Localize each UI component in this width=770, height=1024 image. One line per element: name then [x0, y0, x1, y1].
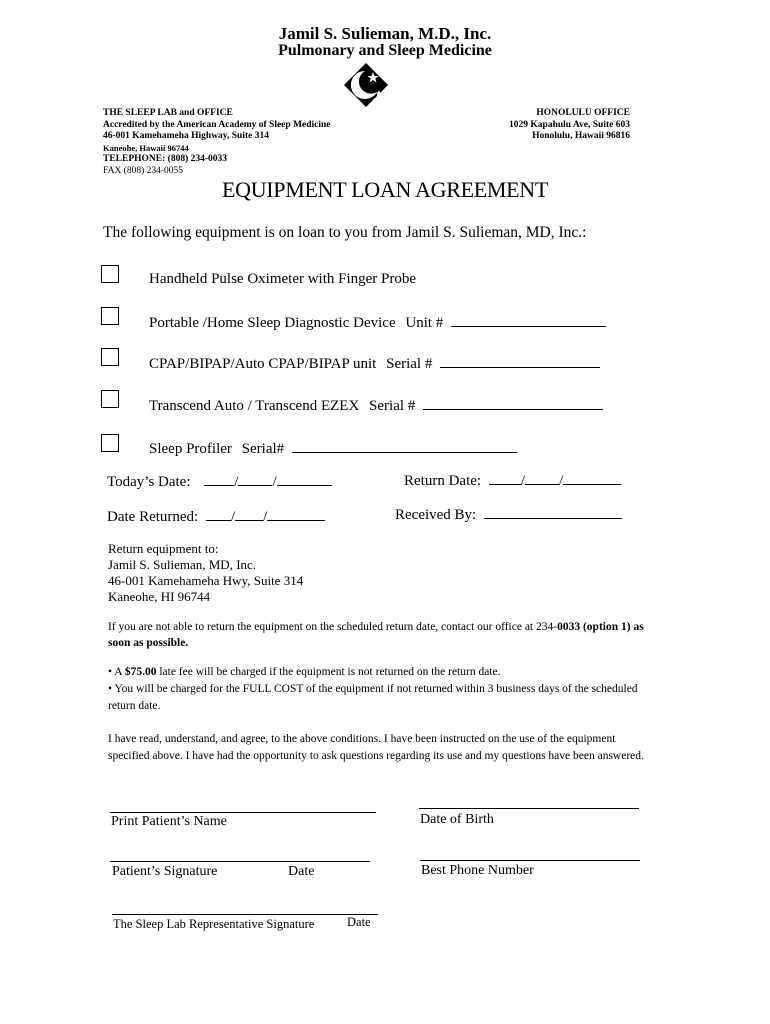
equipment-label: Handheld Pulse Oximeter with Finger Probe	[149, 271, 417, 287]
moon-stars-logo-icon	[343, 62, 389, 108]
equipment-label: CPAP/BIPAP/Auto CPAP/BIPAP unit	[149, 356, 377, 372]
equipment-item-cpap	[149, 353, 600, 373]
accreditation: Accredited by the American Academy of Sleep Medicine	[103, 119, 331, 130]
rep-date-label: Date	[347, 915, 371, 929]
return-heading: Return equipment to:	[108, 541, 219, 556]
phone-line[interactable]	[420, 860, 640, 861]
patient-signature-date-label: Date	[288, 864, 315, 879]
document-title: EQUIPMENT LOAN AGREEMENT	[221, 177, 549, 202]
date-slash: /	[230, 509, 236, 525]
rep-signature-line[interactable]	[112, 914, 378, 915]
bullet-icon: •	[108, 683, 113, 695]
serial-number-label: Serial #	[386, 356, 433, 372]
transcend-checkbox[interactable]	[101, 390, 119, 408]
todays-date-label: Today’s Date:	[107, 474, 191, 490]
late-fee-suffix: late fee will be charged if the equipment is not returned on the return date.	[156, 666, 501, 678]
honolulu-address1: 1029 Kapahulu Ave, Suite 603	[509, 119, 630, 130]
cpap-serial-field[interactable]	[440, 353, 600, 368]
notice-bold-text: 0033 (option 1) as soon as possible.	[108, 621, 644, 649]
return-date-row	[404, 470, 621, 490]
todays-date-year-field[interactable]	[277, 471, 332, 486]
sleep-profiler-checkbox[interactable]	[101, 434, 119, 452]
notice-text: If you are not able to return the equipment on the scheduled return date, contact our office at 234-	[108, 621, 558, 633]
date-slash: /	[234, 474, 239, 490]
honolulu-address2: Honolulu, Hawaii 96816	[532, 131, 630, 142]
honolulu-office-block	[509, 108, 630, 143]
equipment-item-sleep-profiler	[149, 438, 517, 458]
equipment-item-sleep-device	[149, 312, 606, 332]
sleep-device-checkbox[interactable]	[101, 307, 119, 325]
return-date-month-field[interactable]	[489, 470, 521, 485]
equipment-label: Portable /Home Sleep Diagnostic Device	[149, 315, 396, 331]
sleep-lab-telephone: TELEPHONE: (808) 234-0033	[103, 154, 228, 165]
sleep-lab-address1: 46-001 Kamehameha Highway, Suite 314	[103, 131, 269, 142]
equipment-item-transcend	[149, 395, 603, 415]
return-name: Jamil S. Sulieman, MD, Inc.	[108, 557, 257, 572]
bullet-icon: •	[108, 666, 113, 678]
rep-signature-label: The Sleep Lab Representative Signature	[113, 917, 315, 931]
patient-signature-label: Patient’s Signature	[112, 864, 218, 879]
received-by-field[interactable]	[484, 504, 622, 519]
received-by-row	[395, 504, 622, 524]
date-slash: /	[263, 509, 268, 525]
equipment-item-pulse-oximeter	[149, 271, 416, 288]
date-returned-year-field[interactable]	[267, 506, 325, 521]
date-slash: /	[272, 474, 277, 490]
patient-name-line[interactable]	[110, 812, 376, 813]
dob-line[interactable]	[419, 808, 639, 809]
sleep-lab-name: THE SLEEP LAB and OFFICE	[103, 108, 233, 118]
dob-label: Date of Birth	[420, 812, 494, 827]
date-returned-row	[107, 506, 325, 526]
agreement-statement: I have read, understand, and agree, to the above conditions. I have been instructed on the use of the equipment specified above. I have had the opportunity to ask questions regarding its use and my questions have been answered.	[108, 733, 644, 762]
serial-number-label: Serial#	[241, 441, 285, 457]
equipment-label: Sleep Profiler	[149, 441, 232, 457]
date-slash: /	[558, 473, 564, 489]
date-returned-day-field[interactable]	[235, 506, 263, 521]
print-name-label: Print Patient’s Name	[111, 814, 227, 829]
serial-number-label: Serial #	[369, 398, 416, 414]
return-date-day-field[interactable]	[525, 470, 559, 485]
phone-label: Best Phone Number	[421, 863, 534, 878]
late-fee-amount: $75.00	[124, 666, 157, 678]
cpap-checkbox[interactable]	[101, 348, 119, 366]
transcend-serial-field[interactable]	[423, 395, 603, 410]
pulse-oximeter-checkbox[interactable]	[101, 265, 119, 283]
todays-date-day-field[interactable]	[238, 471, 272, 486]
todays-date-row	[107, 471, 332, 491]
return-date-year-field[interactable]	[563, 470, 621, 485]
received-by-label: Received By:	[395, 507, 477, 523]
full-cost-bullet	[108, 681, 648, 715]
todays-date-month-field[interactable]	[204, 471, 234, 486]
full-cost-text: You will be charged for the FULL COST of the equipment if not returned within 3 business days of the scheduled return date.	[108, 683, 638, 712]
equipment-label: Transcend Auto / Transcend EZEX	[149, 398, 360, 414]
fee-bullets	[108, 664, 648, 715]
sleep-lab-office-block	[103, 108, 331, 178]
intro-text: The following equipment is on loan to you from Jamil S. Sulieman, MD, Inc.:	[103, 224, 587, 241]
sleep-lab-address2: Kaneohe, Hawaii 96744	[103, 142, 189, 153]
sleep-lab-fax: FAX (808) 234-0055	[103, 165, 184, 176]
unit-number-field[interactable]	[451, 312, 606, 327]
date-returned-label: Date Returned:	[107, 509, 199, 525]
late-fee-prefix: A	[114, 666, 125, 678]
return-address-block	[108, 541, 303, 605]
date-returned-month-field[interactable]	[206, 506, 231, 521]
late-fee-bullet	[108, 664, 648, 681]
practice-name: Jamil S. Sulieman, M.D., Inc.	[278, 24, 492, 43]
return-date-label: Return Date:	[404, 473, 482, 489]
return-address2: Kaneohe, HI 96744	[108, 589, 211, 604]
practice-specialty: Pulmonary and Sleep Medicine	[278, 42, 492, 59]
patient-signature-line[interactable]	[110, 861, 370, 862]
profiler-serial-field[interactable]	[292, 438, 517, 453]
return-notice	[108, 619, 648, 651]
honolulu-office-name: HONOLULU OFFICE	[536, 108, 630, 118]
unit-number-label: Unit #	[405, 315, 444, 331]
return-address1: 46-001 Kamehameha Hwy, Suite 314	[108, 573, 304, 588]
date-slash: /	[520, 473, 525, 489]
